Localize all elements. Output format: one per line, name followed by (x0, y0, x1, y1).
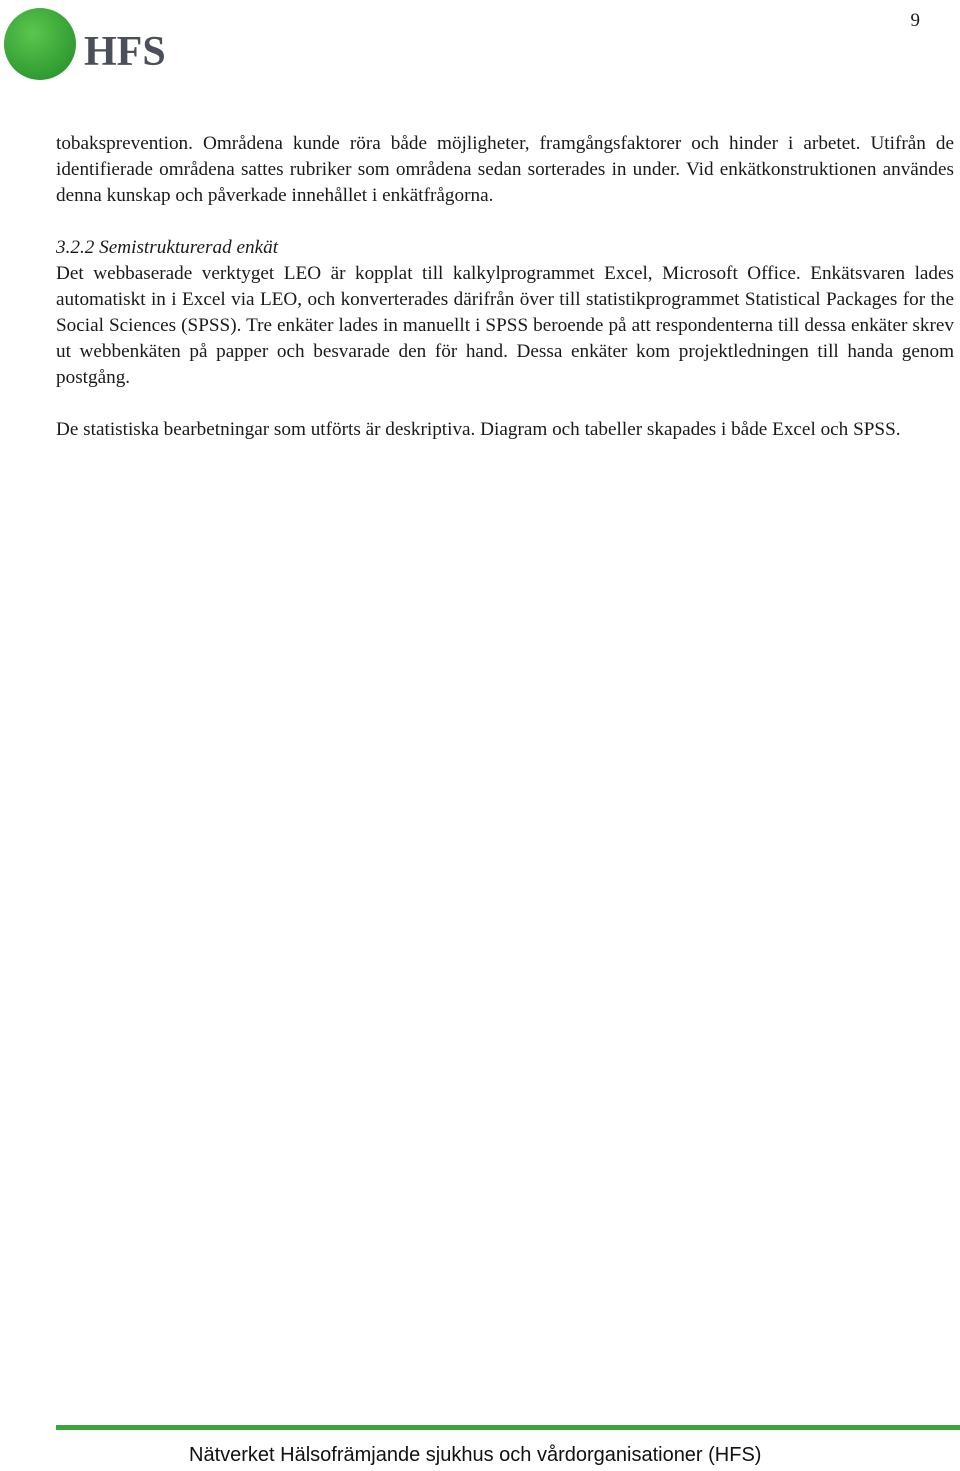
page-number: 9 (910, 10, 920, 31)
section-heading: 3.2.2 Semistrukturerad enkät (56, 237, 279, 258)
paragraph-3: De statistiska bearbetningar som utförts är deskriptiva. Diagram och tabeller skapades i både Excel och SPSS. (56, 419, 901, 440)
hfs-logo (2, 4, 182, 84)
paragraph-1: tobaksprevention. Områdena kunde röra både möjligheter, framgångsfaktorer och hinder i arbetet. Utifrån de identifierade områdena sattes rubriker som områdena sedan sorterades in under. Vid enkätkonstruktionen användes denna kunskap och påverkade innehållet i enkätfrågorna. (56, 133, 954, 206)
logo-text: HFS (84, 29, 166, 75)
footer-divider (56, 1425, 960, 1430)
logo-green-circle (4, 8, 76, 80)
footer-text: Nätverket Hälsofrämjande sjukhus och vårdorganisationer (HFS) (189, 1444, 762, 1466)
paragraph-2: Det webbaserade verktyget LEO är kopplat till kalkylprogrammet Excel, Microsoft Office. Enkätsvaren lades automatiskt in i Excel via LEO, och konverterades därifrån över till statistikprogrammet Statistical Packages for the Social Sciences (SPSS). Tre enkäter lades in manuellt i SPSS beroende på att respondenterna till dessa enkäter skrev ut webbenkäten på papper och besvarade den för hand. Dessa enkäter kom projektledningen till handa genom postgång. (56, 263, 954, 388)
hfs-logo-graphic (2, 4, 182, 84)
document-body (56, 131, 954, 443)
